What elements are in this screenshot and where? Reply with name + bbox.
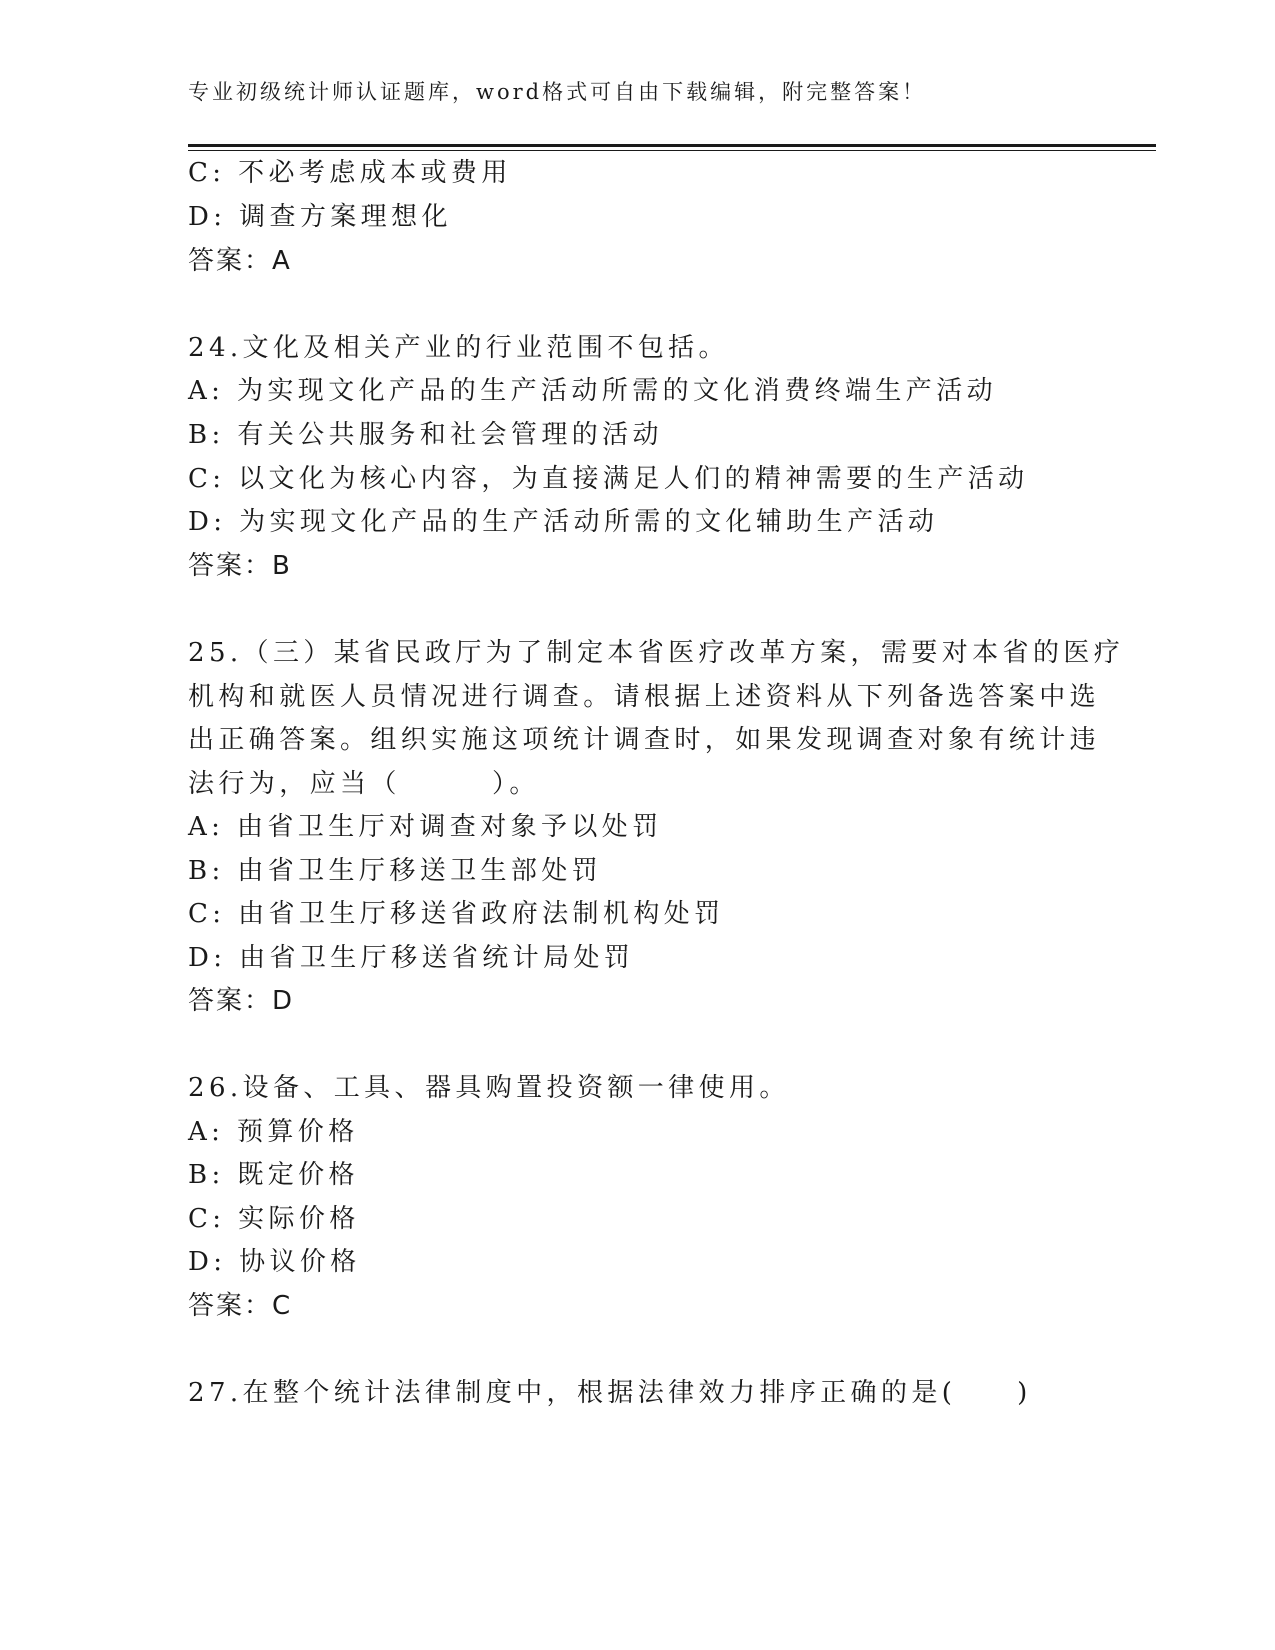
- header-rule-thick: [188, 144, 1156, 147]
- option-d: D: 调查方案理想化: [188, 202, 452, 232]
- question-26-option-a: A: 预算价格: [188, 1117, 359, 1147]
- question-25-option-b: B: 由省卫生厅移送卫生部处罚: [188, 856, 603, 886]
- question-24-answer: 答案：B: [188, 551, 292, 581]
- question-26-option-c: C: 实际价格: [188, 1204, 360, 1234]
- question-25-option-c: C: 由省卫生厅移送省政府法制机构处罚: [188, 899, 725, 929]
- question-27-stem: 27.在整个统计法律制度中，根据法律效力排序正确的是( ): [188, 1378, 1032, 1408]
- question-26-stem: 26.设备、工具、器具购置投资额一律使用。: [188, 1073, 790, 1103]
- question-25-option-a: A: 由省卫生厅对调查对象予以处罚: [188, 812, 663, 842]
- question-25-stem-line-1: 25.（三）某省民政厅为了制定本省医疗改革方案，需要对本省的医疗: [188, 638, 1125, 668]
- question-26-option-b: B: 既定价格: [188, 1160, 359, 1190]
- header-rule-thin: [188, 150, 1156, 151]
- question-24-option-a: A: 为实现文化产品的生产活动所需的文化消费终端生产活动: [188, 376, 998, 406]
- question-26-answer: 答案：C: [188, 1291, 293, 1321]
- question-25-option-d: D: 由省卫生厅移送省统计局处罚: [188, 943, 635, 973]
- question-25-stem-line-4: 法行为，应当（ ）。: [188, 769, 540, 799]
- question-25-stem-line-2: 机构和就医人员情况进行调查。请根据上述资料从下列备选答案中选: [188, 682, 1101, 712]
- option-c: C: 不必考虑成本或费用: [188, 158, 512, 188]
- question-24-stem: 24.文化及相关产业的行业范围不包括。: [188, 333, 729, 363]
- question-24-option-d: D: 为实现文化产品的生产活动所需的文化辅助生产活动: [188, 507, 939, 537]
- question-25-stem-line-3: 出正确答案。组织实施这项统计调查时，如果发现调查对象有统计违: [188, 725, 1101, 755]
- page-header: 专业初级统计师认证题库，word格式可自由下载编辑，附完整答案！: [188, 80, 927, 104]
- question-24-option-c: C: 以文化为核心内容，为直接满足人们的精神需要的生产活动: [188, 464, 1029, 494]
- question-25-answer: 答案：D: [188, 986, 295, 1016]
- answer: 答案：A: [188, 246, 292, 276]
- question-26-option-d: D: 协议价格: [188, 1247, 361, 1277]
- question-24-option-b: B: 有关公共服务和社会管理的活动: [188, 420, 663, 450]
